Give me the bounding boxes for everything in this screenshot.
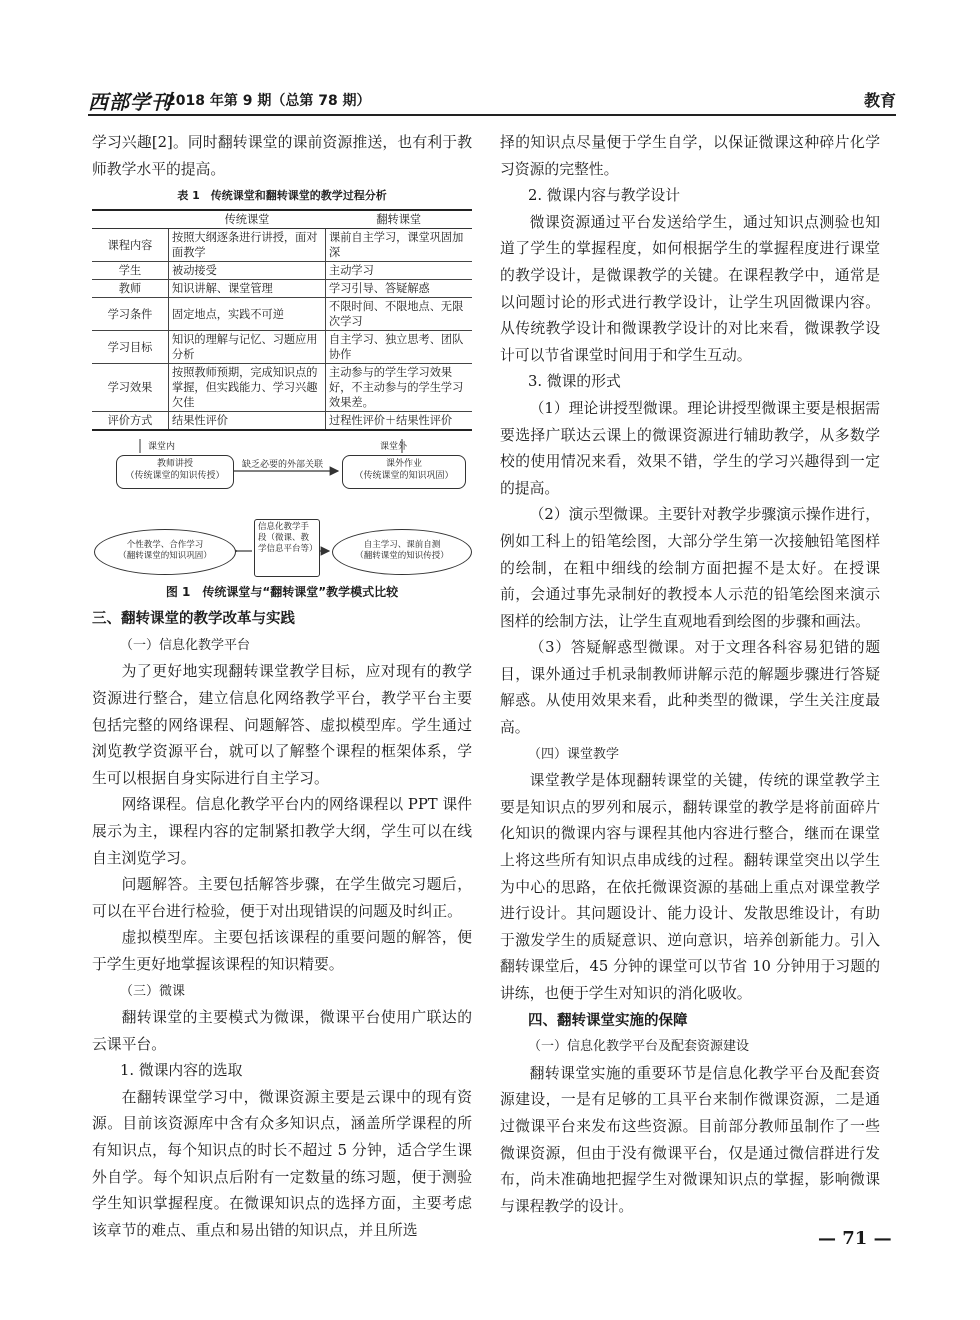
paragraph: （2）演示型微课。主要针对教学步骤演示操作进行，例如工科上的铅笔绘图，大部分学生第一次接触铅笔图样的绘制，在粗中细线的绘制方面把握不是太好。在授课前，会通过事先录制好的教授本人示范的铅笔绘图来演示图样的绘制方法，让学生直观地看到绘图的步骤和画法。 <box>500 506 880 630</box>
numbered-heading: 2. 微课内容与教学设计 <box>528 187 680 205</box>
paragraph: 虚拟模型库。主要包括该课程的重要问题的解答，便于学生更好地掌握该课程的知识精要。 <box>92 929 472 973</box>
cell-traditional: 按照教师预期，完成知识点的掌握，但实践能力、学习兴趣欠佳 <box>169 364 326 412</box>
cell-flipped: 课前自主学习，课堂巩固加深 <box>326 229 473 262</box>
paragraph: （3）答疑解惑型微课。对于文理各科容易犯错的题目，课外通过手机录制教师讲解示范的解题步骤进行答疑解惑。从使用效果来看，此种类型的微课，学生关注度最高。 <box>500 639 880 737</box>
paragraph: 为了更好地实现翻转课堂教学目标，应对现有的教学资源进行整合，建立信息化网络教学平台，教学平台主要包括完整的网络课程、问题解答、虚拟模型库。学生通过浏览教学资源平台，就可以了解整个课程的框架体系，学生可以根据自身实际进行自主学习。 <box>92 663 472 787</box>
journal-issue: 2018 年第 9 期（总第 78 期） <box>166 93 371 109</box>
cell-traditional: 被动接受 <box>169 262 326 280</box>
cell-traditional: 知识的理解与记忆、习题应用分析 <box>169 331 326 364</box>
comparison-table <box>92 209 472 431</box>
right-column <box>500 130 880 1220</box>
table-row <box>92 364 472 412</box>
figure-caption: 图 1 传统课堂与“翻转课堂”教学模式比较 <box>165 585 399 600</box>
table-row <box>92 412 472 431</box>
table-caption: 表 1 传统课堂和翻转课堂的教学过程分析 <box>177 189 387 203</box>
homework-box: 课外作业 （传统课堂的知识巩固） <box>342 455 466 489</box>
paragraph: 问题解答。主要包括解答步骤，在学生做完习题后，可以在平台进行检验，便于对出现错误的问题及时纠正。 <box>92 876 472 920</box>
row-label: 学习效果 <box>92 364 169 412</box>
self-study-ellipse: 自主学习、课前自测 （翻转课堂的知识传授） <box>332 529 472 575</box>
row-label: 课程内容 <box>92 229 169 262</box>
paragraph: 课堂教学是体现翻转课堂的关键，传统的课堂教学主要是知识点的罗列和展示，翻转课堂的教学是将前面碎片化知识的微课内容与课程其他内容进行整合，继而在课堂上将这些所有知识点串成线的过程。翻转课堂突出以学生为中心的思路，在依托微课资源的基础上重点对课堂教学进行设计。其问题设计、能力设计、发散思维设计，有助于激发学生的质疑意识、逆向意识，培养创新能力。引入翻转课堂后，45 分钟的课堂可以节省 10 分钟用于习题的讲练，也便于学生对知识的消化吸收。 <box>500 772 880 1002</box>
table-row <box>92 331 472 364</box>
numbered-heading: 1. 微课内容的选取 <box>120 1062 243 1080</box>
out-class-label: 课堂外 <box>380 442 408 453</box>
cell-traditional: 知识讲解、课堂管理 <box>169 280 326 298</box>
col-header-traditional: 传统课堂 <box>169 210 326 229</box>
in-class-label: 课堂内 <box>148 442 176 453</box>
running-header <box>88 84 896 114</box>
table-header-row <box>92 210 472 229</box>
left-column <box>92 130 472 1244</box>
paragraph: 网络课程。信息化教学平台内的网络课程以 PPT 课件展示为主，课程内容的定制紧扣教学大纲，学生可以在线自主浏览学习。 <box>92 796 472 867</box>
table-row <box>92 298 472 331</box>
row-label: 评价方式 <box>92 412 169 431</box>
row-label: 学习条件 <box>92 298 169 331</box>
col-header-flipped: 翻转课堂 <box>326 210 473 229</box>
section-name: 教育 <box>863 91 896 110</box>
table-row <box>92 262 472 280</box>
journal-logo: 西部学刊 <box>88 90 172 114</box>
row-label: 学习目标 <box>92 331 169 364</box>
page-number: — 71 — <box>818 1228 892 1249</box>
cell-flipped: 不限时间、不限地点、无限次学习 <box>326 298 473 331</box>
subsection-heading: （三）微课 <box>120 983 186 999</box>
cell-traditional: 结果性评价 <box>169 412 326 431</box>
section-heading: 三、翻转课堂的教学改革与实践 <box>92 611 295 628</box>
row-label: 学生 <box>92 262 169 280</box>
row-label: 教师 <box>92 280 169 298</box>
paragraph: 翻转课堂实施的重要环节是信息化教学平台及配套资源建设，一是有足够的工具平台来制作微课资源，二是通过微课平台来发布这些资源。目前部分教师虽制作了一些微课资源，但由于没有微课平台，仅是通过微信群进行发布，尚未准确地把握学生对微课知识点的掌握，影响微课与课程教学的设计。 <box>500 1064 880 1215</box>
cell-traditional: 固定地点，实践不可逆 <box>169 298 326 331</box>
header-rule <box>88 114 896 116</box>
cell-flipped: 自主学习、独立思考、团队协作 <box>326 331 473 364</box>
teacher-lecture-box: 教师讲授 （传统课堂的知识传授） <box>116 455 234 489</box>
paragraph: 翻转课堂的主要模式为微课，微课平台使用广联达的云课平台。 <box>92 1009 472 1053</box>
teaching-model-figure <box>92 439 472 577</box>
personalized-teaching-ellipse: 个性教学、合作学习 （翻转课堂的知识巩固） <box>94 529 236 575</box>
table-row <box>92 280 472 298</box>
numbered-heading: 3. 微课的形式 <box>528 373 621 391</box>
paragraph: 择的知识点尽量便于学生自学，以保证微课这种碎片化学习资源的完整性。 <box>500 134 880 178</box>
table-row <box>92 229 472 262</box>
paragraph: 学习兴趣[2]。同时翻转课堂的课前资源推送，也有利于教师教学水平的提高。 <box>92 134 472 178</box>
cell-flipped: 主动学习 <box>326 262 473 280</box>
paragraph: 微课资源通过平台发送给学生，通过知识点测验也知道了学生的掌握程度，如何根据学生的掌握程度进行课堂的教学设计，是微课教学的关键。在课程教学中，通常是以问题讨论的形式进行教学设计，让学生巩固微课内容。从传统教学设计和微课教学设计的对比来看，微课教学设计可以节省课堂时间用于和学生互动。 <box>500 213 880 364</box>
paragraph: （1）理论讲授型微课。理论讲授型微课主要是根据需要选择广联达云课上的微课资源进行辅助教学，从多数学校的使用情况来看，效果不错，学生的学习兴趣得到一定的提高。 <box>500 399 880 497</box>
cell-flipped: 学习引导、答疑解惑 <box>326 280 473 298</box>
cell-traditional: 按照大纲逐条进行讲授，面对面教学 <box>169 229 326 262</box>
cell-flipped: 主动参与的学生学习效果好，不主动参与的学生学习效果差。 <box>326 364 473 412</box>
subsection-heading: （一）信息化教学平台及配套资源建设 <box>528 1039 750 1055</box>
cell-flipped: 过程性评价＋结果性评价 <box>326 412 473 431</box>
section-heading: 四、翻转课堂实施的保障 <box>528 1012 688 1029</box>
paragraph: 在翻转课堂学习中，微课资源主要是云课中的现有资源。目前该资源库中含有众多知识点，涵盖所学课程的所有知识点，每个知识点的时长不超过 5 分钟，适合学生课外自学。每个知识点后附有一定数量的练习题，便于测验学生知识掌握程度。在微课知识点的选择方面，主要考虑该章节的难点、重点和易出错的知识点，并且所选 <box>92 1088 472 1239</box>
subsection-heading: （一）信息化教学平台 <box>120 637 251 653</box>
info-teaching-box: 信息化教学手段（微课、教学信息平台等） <box>254 519 320 577</box>
arrow-label: 缺乏必要的外部关联 <box>242 460 324 471</box>
subsection-heading: （四）课堂教学 <box>528 746 620 762</box>
